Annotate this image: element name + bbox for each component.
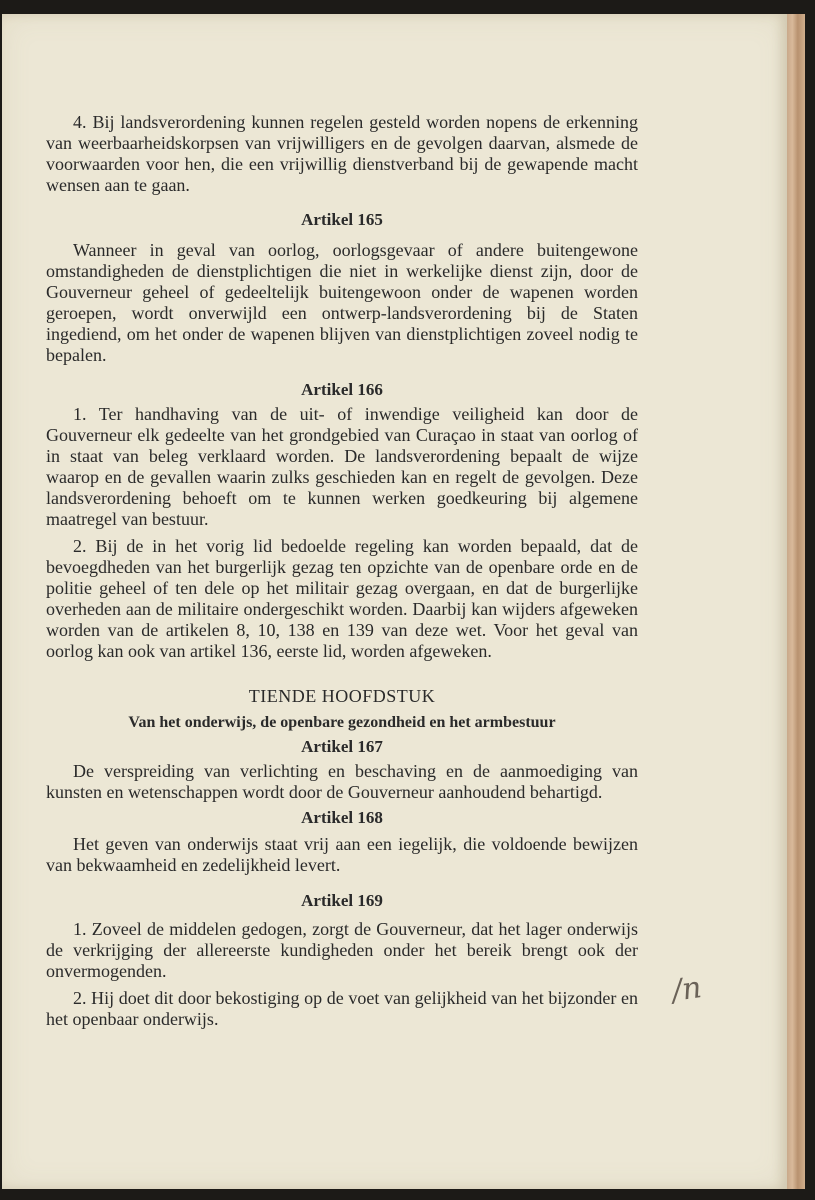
handwritten-margin-note: /n [669,970,704,1009]
article-166-paragraph-2: 2. Bij de in het vorig lid bedoelde regeling kan worden bepaald, dat de bevoegdheden van het burgerlijk gezag ten opzichte van de openbare orde en de politie geheel of ten dele op het militair gezag overgaan, en dat de burgerlijke overheden aan de militaire ondergeschikt worden. Daarbij kan wijders afgeweken worden van de artikelen 8, 10, 138 en 139 van deze wet. Voor het geval van oorlog kan ook van artikel 136, eerste lid, worden afgeweken. [46,536,638,661]
article-169-paragraph-1: 1. Zoveel de middelen gedogen, zorgt de Gouverneur, dat het lager onderwijs de verkrijging der allereerste kundigheden onder het bereik brengt ook der onvermogenden. [46,919,638,981]
document-body [46,112,638,1030]
article-169-heading: Artikel 169 [301,891,383,910]
article-165-text: Wanneer in geval van oorlog, oorlogsgevaar of andere buitengewone omstandigheden de dienstplichtigen die niet in werkelijke dienst zijn, door de Gouverneur geheel of gedeeltelijk buitengewoon onder de wapenen worden geroepen, wordt onverwijld een ontwerp-landsverordening bij de Staten ingediend, om het onder de wapenen blijven van dienstplichtigen zoveel nodig te bepalen. [46,240,638,365]
paragraph-4: 4. Bij landsverordening kunnen regelen gesteld worden nopens de erkenning van weerbaarheidskorpsen van vrijwilligers en de gevolgen daarvan, alsmede de voorwaarden voor hen, die een vrijwillig dienstverband bij de gewapende macht wensen aan te gaan. [46,112,638,195]
article-166-heading: Artikel 166 [301,380,383,399]
article-167-text: De verspreiding van verlichting en beschaving en de aanmoediging van kunsten en wetenschappen wordt door de Gouverneur aanhoudend behartigd. [46,761,638,802]
article-165-heading: Artikel 165 [301,210,383,229]
article-169-paragraph-2: 2. Hij doet dit door bekostiging op de voet van gelijkheid van het bijzonder en het openbaar onderwijs. [46,988,638,1029]
article-167-heading: Artikel 167 [301,737,383,756]
article-166-paragraph-1: 1. Ter handhaving van de uit- of inwendige veiligheid kan door de Gouverneur elk gedeelte van het grondgebied van Curaçao in staat van oorlog of in staat van beleg verklaard worden. De landsverordening bepaalt de wijze waarop en de gevallen waarin zulks geschieden kan en regelt de gevolgen. Deze landsverordening behoeft om te kunnen werken goedkeuring bij algemene maatregel van bestuur. [46,404,638,529]
chapter-subtitle: Van het onderwijs, de openbare gezondheid en het armbestuur [128,714,556,731]
article-168-text: Het geven van onderwijs staat vrij aan een iegelijk, die voldoende bewijzen van bekwaamheid en zedelijkheid levert. [46,834,638,875]
article-168-heading: Artikel 168 [301,808,383,827]
chapter-title: TIENDE HOOFDSTUK [248,686,436,706]
page-edge [787,14,805,1189]
